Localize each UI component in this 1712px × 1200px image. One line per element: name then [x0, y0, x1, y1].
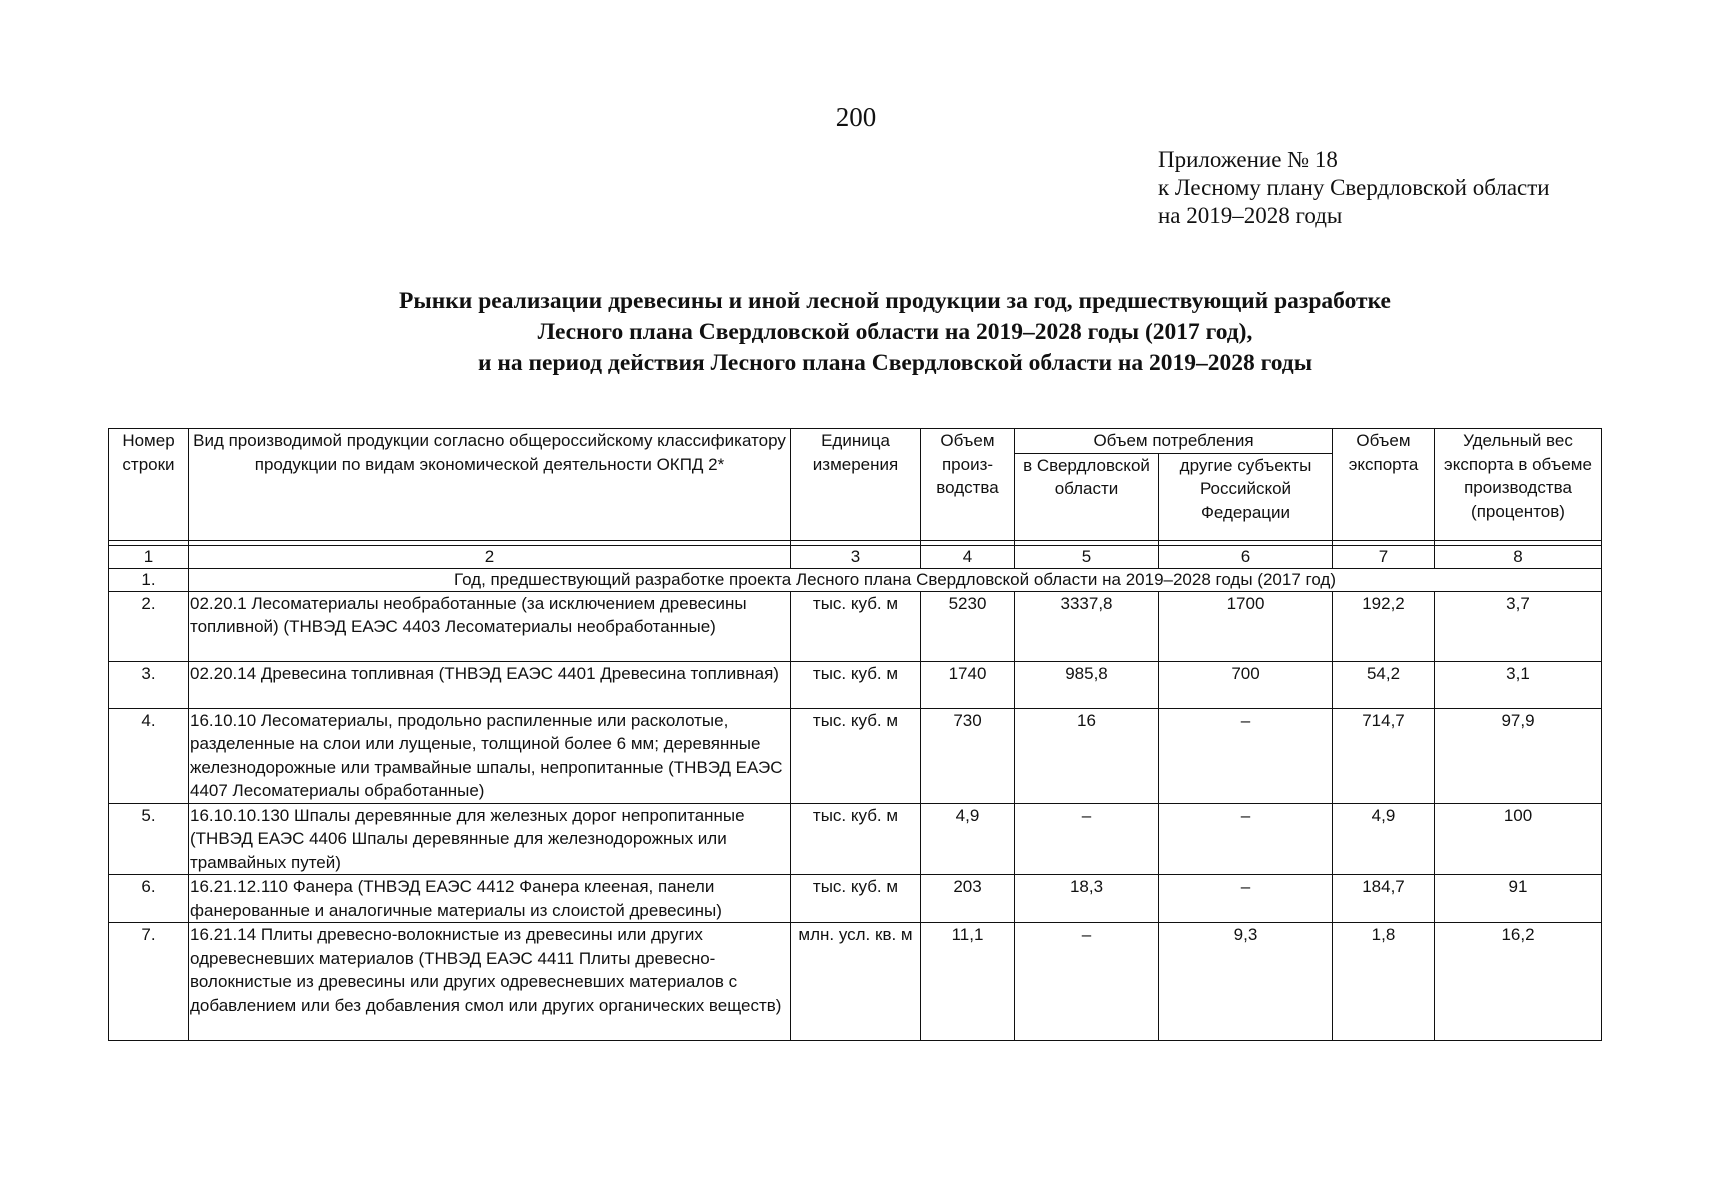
- consumption-region: –: [1015, 803, 1159, 875]
- timber-market-table: [108, 428, 1602, 1041]
- unit: тыс. куб. м: [791, 708, 921, 803]
- product-name: 02.20.14 Древесина топливная (ТНВЭД ЕАЭС 4401 Древесина топливная): [189, 661, 791, 708]
- column-number: 1: [109, 545, 189, 568]
- product-name: 16.10.10.130 Шпалы деревянные для железных дорог непропитанные (ТНВЭД ЕАЭС 4406 Шпалы деревянные для железнодорожных или трамвайных путей): [189, 803, 791, 875]
- column-number: 8: [1435, 545, 1602, 568]
- product-name: 16.10.10 Лесоматериалы, продольно распиленные или расколотые, разделенные на слои или лущеные, толщиной более 6 мм; деревянные железнодорожные или трамвайные шпалы, непропитанные (ТНВЭД ЕАЭС 4407 Лесоматериалы обработанные): [189, 708, 791, 803]
- production-volume: 4,9: [921, 803, 1015, 875]
- document-title: [0, 286, 1712, 379]
- consumption-other: 1700: [1159, 591, 1333, 661]
- production-volume: 203: [921, 875, 1015, 923]
- export-volume: 1,8: [1333, 923, 1435, 1041]
- production-volume: 730: [921, 708, 1015, 803]
- consumption-other: –: [1159, 803, 1333, 875]
- unit: млн. усл. кв. м: [791, 923, 921, 1041]
- production-volume: 1740: [921, 661, 1015, 708]
- column-number: 7: [1333, 545, 1435, 568]
- export-volume: 184,7: [1333, 875, 1435, 923]
- production-volume: 11,1: [921, 923, 1015, 1041]
- header-export-share: Удельный вес экспорта в объеме производства (процентов): [1435, 429, 1602, 541]
- consumption-region: –: [1015, 923, 1159, 1041]
- section-row: [109, 568, 1602, 591]
- header-unit: Единица измерения: [791, 429, 921, 541]
- section-row-number: 1.: [109, 568, 189, 591]
- export-share: 3,1: [1435, 661, 1602, 708]
- product-name: 16.21.14 Плиты древесно-волокнистые из древесины или других одревесневших материалов (ТНВЭД ЕАЭС 4411 Плиты древесно-волокнистые из древесины или других одревесневших материалов с добавлением или без добавления смол или других органических веществ): [189, 923, 791, 1041]
- consumption-region: 3337,8: [1015, 591, 1159, 661]
- column-number: 6: [1159, 545, 1333, 568]
- column-number-row: [109, 545, 1602, 568]
- export-volume: 54,2: [1333, 661, 1435, 708]
- unit: тыс. куб. м: [791, 803, 921, 875]
- header-consumption: Объем потребления: [1015, 429, 1333, 454]
- consumption-other: 700: [1159, 661, 1333, 708]
- table-row: [109, 803, 1602, 875]
- table-row: [109, 661, 1602, 708]
- header-export: Объем экспорта: [1333, 429, 1435, 541]
- consumption-other: 9,3: [1159, 923, 1333, 1041]
- row-number: 7.: [109, 923, 189, 1041]
- export-volume: 4,9: [1333, 803, 1435, 875]
- row-number: 2.: [109, 591, 189, 661]
- consumption-region: 16: [1015, 708, 1159, 803]
- unit: тыс. куб. м: [791, 661, 921, 708]
- title-line-2: Лесного плана Свердловской области на 2019–2028 годы (2017 год),: [537, 319, 1253, 345]
- title-line-3: и на период действия Лесного плана Свердловской области на 2019–2028 годы: [477, 350, 1313, 376]
- table-row: [109, 708, 1602, 803]
- export-share: 3,7: [1435, 591, 1602, 661]
- row-number: 6.: [109, 875, 189, 923]
- export-share: 97,9: [1435, 708, 1602, 803]
- export-share: 100: [1435, 803, 1602, 875]
- export-share: 91: [1435, 875, 1602, 923]
- header-consumption-region: в Свердловской области: [1015, 453, 1159, 540]
- export-volume: 714,7: [1333, 708, 1435, 803]
- header-product: Вид производимой продукции согласно общероссийскому классификатору продукции по видам экономической деятельности ОКПД 2*: [189, 429, 791, 541]
- section-row-title: Год, предшествующий разработке проекта Лесного плана Свердловской области на 2019–2028 годы (2017 год): [189, 568, 1602, 591]
- page-number: 200: [835, 102, 877, 132]
- production-volume: 5230: [921, 591, 1015, 661]
- unit: тыс. куб. м: [791, 875, 921, 923]
- export-volume: 192,2: [1333, 591, 1435, 661]
- appendix-line-1: Приложение № 18: [1158, 147, 1338, 172]
- consumption-other: –: [1159, 875, 1333, 923]
- export-share: 16,2: [1435, 923, 1602, 1041]
- table-row: [109, 875, 1602, 923]
- row-number: 3.: [109, 661, 189, 708]
- column-number: 5: [1015, 545, 1159, 568]
- consumption-region: 985,8: [1015, 661, 1159, 708]
- product-name: 16.21.12.110 Фанера (ТНВЭД ЕАЭС 4412 Фанера клееная, панели фанерованные и аналогичные материалы из слоистой древесины): [189, 875, 791, 923]
- table-row: [109, 591, 1602, 661]
- title-line-1: Рынки реализации древесины и иной лесной продукции за год, предшествующий разработке: [399, 288, 1391, 314]
- appendix-line-3: на 2019–2028 годы: [1158, 203, 1343, 228]
- table-row: [109, 923, 1602, 1041]
- consumption-region: 18,3: [1015, 875, 1159, 923]
- appendix-line-2: к Лесному плану Свердловской области: [1158, 175, 1550, 200]
- row-number: 5.: [109, 803, 189, 875]
- header-row-number: Номер строки: [109, 429, 189, 541]
- column-number: 4: [921, 545, 1015, 568]
- row-number: 4.: [109, 708, 189, 803]
- product-name: 02.20.1 Лесоматериалы необработанные (за исключением древесины топливной) (ТНВЭД ЕАЭС 4403 Лесоматериалы необработанные): [189, 591, 791, 661]
- column-number: 3: [791, 545, 921, 568]
- header-consumption-other: другие субъекты Российской Федерации: [1159, 453, 1333, 540]
- header-production: Объем произ-водства: [921, 429, 1015, 541]
- appendix-note: [1158, 146, 1550, 230]
- consumption-other: –: [1159, 708, 1333, 803]
- column-number: 2: [189, 545, 791, 568]
- unit: тыс. куб. м: [791, 591, 921, 661]
